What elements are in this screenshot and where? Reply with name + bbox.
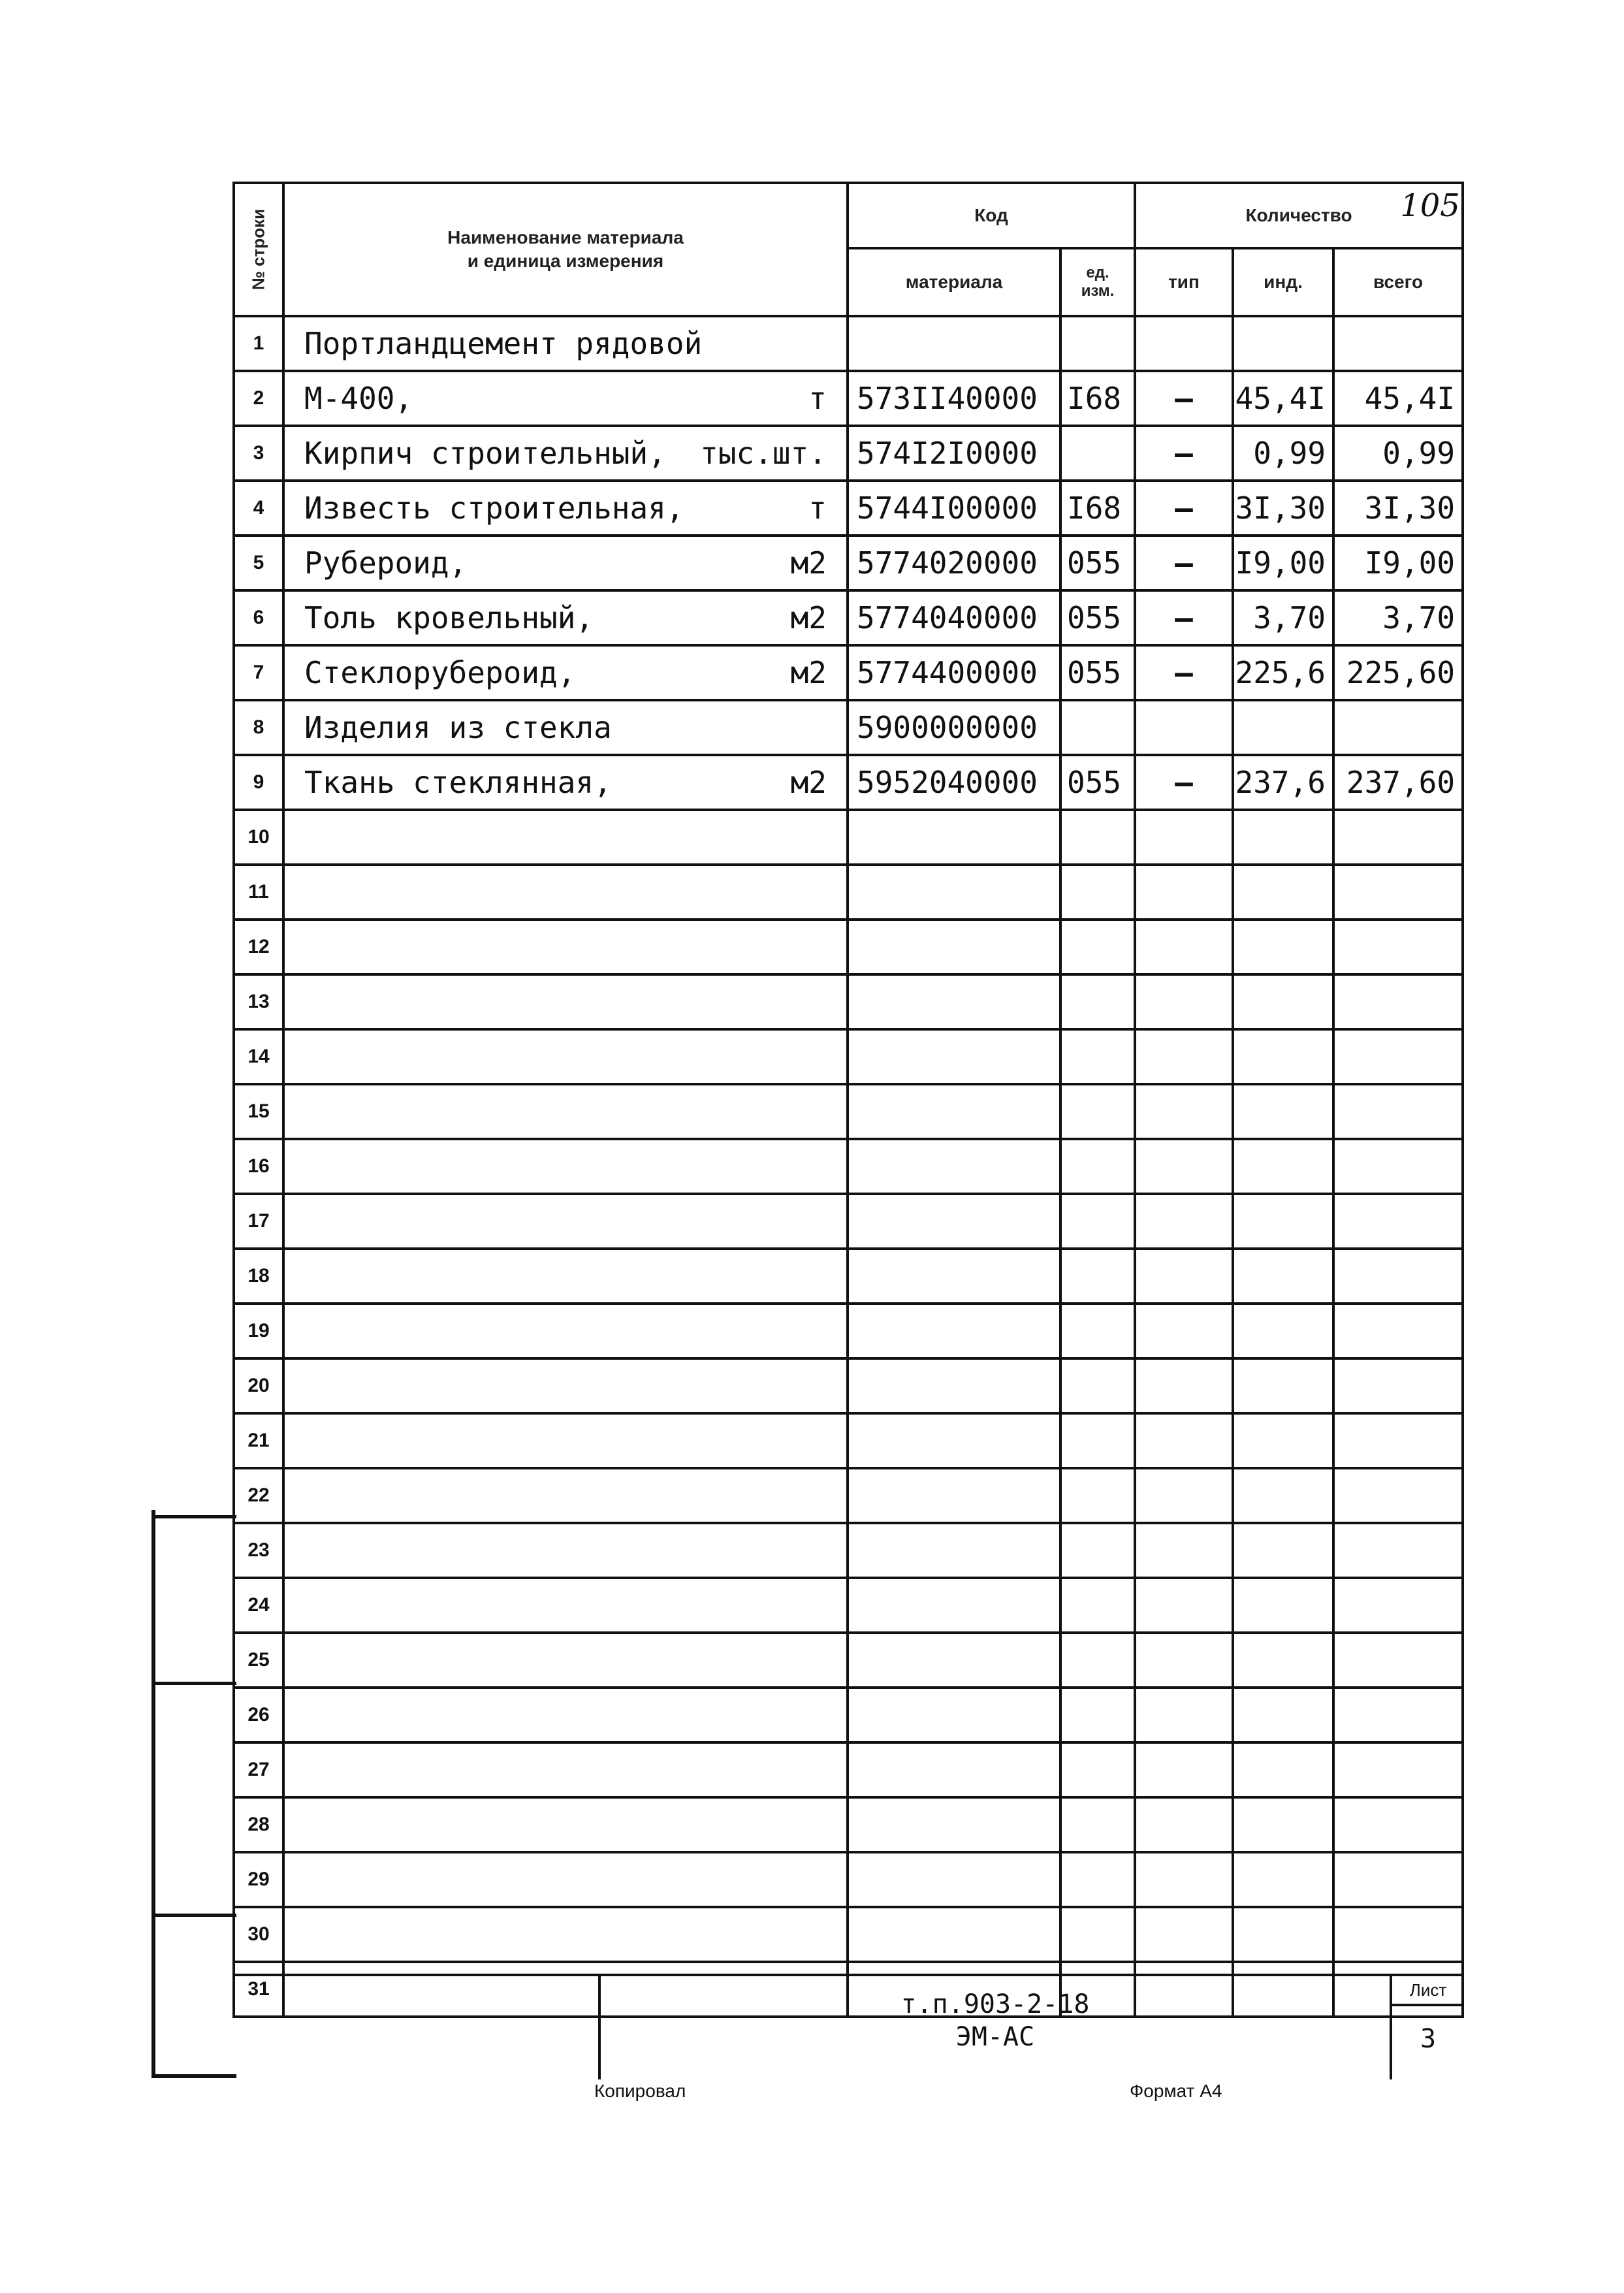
material-name <box>283 371 848 426</box>
row-number: 31 <box>234 1962 283 2017</box>
sheet-number: 3 <box>1420 2024 1437 2054</box>
header-total: всего <box>1333 248 1463 316</box>
material-name <box>283 1084 848 1139</box>
footer-copied: Копировал <box>594 2081 686 2101</box>
material-name-text: Рубероид, <box>304 545 468 581</box>
material-name <box>283 1468 848 1523</box>
binding-tick <box>151 1682 236 1685</box>
table-row <box>234 371 1463 426</box>
material-name <box>283 1029 848 1084</box>
header-material-code: материала <box>848 248 1060 316</box>
unit-code: 055 <box>1060 645 1135 700</box>
material-name <box>283 1249 848 1304</box>
material-code <box>848 1797 1060 1852</box>
unit-code <box>1060 1633 1135 1688</box>
ind-value <box>1233 1688 1333 1742</box>
material-code: 5744I00000 <box>848 481 1060 536</box>
material-name <box>283 1797 848 1852</box>
total-value <box>1333 700 1463 755</box>
ind-value <box>1233 974 1333 1029</box>
unit-code <box>1060 1413 1135 1468</box>
ind-value <box>1233 1852 1333 1907</box>
type-value <box>1135 1852 1233 1907</box>
ind-value <box>1233 1358 1333 1413</box>
row-number: 21 <box>234 1413 283 1468</box>
material-code <box>848 1688 1060 1742</box>
ind-value <box>1233 1139 1333 1194</box>
row-number: 26 <box>234 1688 283 1742</box>
total-value <box>1333 316 1463 371</box>
table-row <box>234 1249 1463 1304</box>
ind-value: I9,00 <box>1233 536 1333 590</box>
material-code <box>848 810 1060 865</box>
material-code <box>848 1523 1060 1578</box>
total-value <box>1333 1742 1463 1797</box>
table-row <box>234 755 1463 810</box>
total-value <box>1333 1468 1463 1523</box>
total-value <box>1333 810 1463 865</box>
material-name <box>283 1194 848 1249</box>
type-value <box>1135 920 1233 974</box>
table-row <box>234 810 1463 865</box>
unit-code <box>1060 1523 1135 1578</box>
type-value <box>1135 1797 1233 1852</box>
total-value <box>1333 1084 1463 1139</box>
ind-value <box>1233 700 1333 755</box>
material-name <box>283 700 848 755</box>
material-name-text: Стеклорубероид, <box>304 655 576 690</box>
row-number: 25 <box>234 1633 283 1688</box>
material-name <box>283 755 848 810</box>
table-row <box>234 1413 1463 1468</box>
ind-value <box>1233 1304 1333 1358</box>
type-value: – <box>1135 426 1233 481</box>
row-number: 12 <box>234 920 283 974</box>
row-number: 22 <box>234 1468 283 1523</box>
material-name <box>283 1633 848 1688</box>
row-number: 3 <box>234 426 283 481</box>
ind-value <box>1233 920 1333 974</box>
row-number: 9 <box>234 755 283 810</box>
material-code <box>848 1084 1060 1139</box>
ind-value: 0,99 <box>1233 426 1333 481</box>
unit-code <box>1060 1194 1135 1249</box>
material-code: 5952040000 <box>848 755 1060 810</box>
material-code <box>848 1194 1060 1249</box>
type-value <box>1135 1304 1233 1358</box>
type-value <box>1135 1468 1233 1523</box>
table-row <box>234 920 1463 974</box>
material-name-text: Портландцемент рядовой <box>304 326 703 361</box>
table-row <box>234 1139 1463 1194</box>
unit-code <box>1060 1468 1135 1523</box>
doc-section: ЭМ-АС <box>955 2022 1035 2052</box>
type-value <box>1135 316 1233 371</box>
type-value <box>1135 1249 1233 1304</box>
material-name-text: Ткань стеклянная, <box>304 765 612 800</box>
table-row <box>234 1468 1463 1523</box>
material-name <box>283 1413 848 1468</box>
row-number: 10 <box>234 810 283 865</box>
total-value <box>1333 1358 1463 1413</box>
type-value <box>1135 1907 1233 1962</box>
title-block <box>232 1974 1461 2079</box>
row-number: 20 <box>234 1358 283 1413</box>
material-name <box>283 316 848 371</box>
table-row <box>234 645 1463 700</box>
type-value <box>1135 1139 1233 1194</box>
table-row <box>234 1852 1463 1907</box>
material-unit-text: м2 <box>790 600 827 635</box>
total-value: 45,4I <box>1333 371 1463 426</box>
row-number: 4 <box>234 481 283 536</box>
total-value <box>1333 1578 1463 1633</box>
ind-value: 225,6 <box>1233 645 1333 700</box>
unit-code <box>1060 1358 1135 1413</box>
material-code: 5774400000 <box>848 645 1060 700</box>
row-number: 18 <box>234 1249 283 1304</box>
ind-value <box>1233 1249 1333 1304</box>
material-name-text: М-400, <box>304 381 413 416</box>
unit-code <box>1060 1139 1135 1194</box>
material-code <box>848 1468 1060 1523</box>
row-number: 28 <box>234 1797 283 1852</box>
total-value: 3I,30 <box>1333 481 1463 536</box>
unit-code <box>1060 1907 1135 1962</box>
row-number: 11 <box>234 865 283 920</box>
material-code <box>848 316 1060 371</box>
ind-value <box>1233 810 1333 865</box>
row-number: 15 <box>234 1084 283 1139</box>
material-code <box>848 1358 1060 1413</box>
ind-value <box>1233 1742 1333 1797</box>
total-value <box>1333 1413 1463 1468</box>
table-row <box>234 1797 1463 1852</box>
material-code <box>848 1742 1060 1797</box>
row-number: 27 <box>234 1742 283 1797</box>
ind-value <box>1233 1523 1333 1578</box>
table-body <box>234 316 1463 2017</box>
unit-code: 055 <box>1060 536 1135 590</box>
materials-table <box>232 182 1464 2018</box>
sheet-label: Лист <box>1392 1976 1464 2006</box>
row-number: 30 <box>234 1907 283 1962</box>
row-number: 24 <box>234 1578 283 1633</box>
footer-format: Формат А4 <box>1130 2081 1222 2101</box>
type-value <box>1135 1633 1233 1688</box>
total-value <box>1333 1523 1463 1578</box>
table-row <box>234 1358 1463 1413</box>
total-value: I9,00 <box>1333 536 1463 590</box>
title-block-sheet <box>1390 1976 1464 2079</box>
ind-value: 237,6 <box>1233 755 1333 810</box>
material-name-text: Известь строительная, <box>304 490 684 526</box>
type-value <box>1135 1084 1233 1139</box>
material-name <box>283 1578 848 1633</box>
total-value <box>1333 1139 1463 1194</box>
material-name <box>283 1852 848 1907</box>
material-code <box>848 920 1060 974</box>
material-name <box>283 1688 848 1742</box>
unit-code <box>1060 1084 1135 1139</box>
table-row <box>234 1304 1463 1358</box>
total-value <box>1333 1249 1463 1304</box>
total-value: 0,99 <box>1333 426 1463 481</box>
type-value <box>1135 700 1233 755</box>
ind-value: 3,70 <box>1233 590 1333 645</box>
material-code <box>848 1304 1060 1358</box>
doc-code: т.п.903-2-18 <box>900 1989 1090 2019</box>
material-code <box>848 1852 1060 1907</box>
unit-code <box>1060 426 1135 481</box>
ind-value <box>1233 1084 1333 1139</box>
material-code: 573II40000 <box>848 371 1060 426</box>
ind-value: 3I,30 <box>1233 481 1333 536</box>
type-value <box>1135 1029 1233 1084</box>
material-name <box>283 1523 848 1578</box>
total-value: 3,70 <box>1333 590 1463 645</box>
table-row <box>234 536 1463 590</box>
table-row <box>234 1523 1463 1578</box>
unit-code: I68 <box>1060 371 1135 426</box>
material-name-text: Толь кровельный, <box>304 600 594 635</box>
material-name <box>283 920 848 974</box>
type-value: – <box>1135 755 1233 810</box>
row-number: 13 <box>234 974 283 1029</box>
unit-code: 055 <box>1060 590 1135 645</box>
binding-tick <box>151 1515 236 1518</box>
material-name-text: Кирпич строительный, <box>304 436 666 471</box>
ind-value <box>1233 1029 1333 1084</box>
table-row <box>234 700 1463 755</box>
material-name <box>283 1139 848 1194</box>
unit-code <box>1060 1249 1135 1304</box>
material-code: 5774020000 <box>848 536 1060 590</box>
material-name <box>283 1358 848 1413</box>
table-row <box>234 1084 1463 1139</box>
material-name <box>283 481 848 536</box>
total-value <box>1333 920 1463 974</box>
row-number: 7 <box>234 645 283 700</box>
table-row <box>234 590 1463 645</box>
total-value: 225,60 <box>1333 645 1463 700</box>
type-value <box>1135 1523 1233 1578</box>
material-name <box>283 645 848 700</box>
material-code: 5900000000 <box>848 700 1060 755</box>
material-name <box>283 1742 848 1797</box>
material-code <box>848 1139 1060 1194</box>
table-row <box>234 316 1463 371</box>
material-unit-text: м2 <box>790 655 827 690</box>
unit-code: I68 <box>1060 481 1135 536</box>
table-row <box>234 865 1463 920</box>
page-number: 105 <box>1400 187 1460 224</box>
type-value <box>1135 1742 1233 1797</box>
material-unit-text: т <box>808 381 827 416</box>
material-name <box>283 974 848 1029</box>
type-value: – <box>1135 371 1233 426</box>
material-code <box>848 974 1060 1029</box>
ind-value <box>1233 316 1333 371</box>
material-name <box>283 810 848 865</box>
total-value: 237,60 <box>1333 755 1463 810</box>
header-ind: инд. <box>1233 248 1333 316</box>
material-name <box>283 865 848 920</box>
material-name <box>283 1907 848 1962</box>
ind-value <box>1233 1633 1333 1688</box>
table-row <box>234 1578 1463 1633</box>
material-code <box>848 1249 1060 1304</box>
unit-code <box>1060 1688 1135 1742</box>
material-code <box>848 1029 1060 1084</box>
material-code: 5774040000 <box>848 590 1060 645</box>
material-name <box>283 590 848 645</box>
total-value <box>1333 1304 1463 1358</box>
row-number: 29 <box>234 1852 283 1907</box>
material-code <box>848 1578 1060 1633</box>
row-number: 14 <box>234 1029 283 1084</box>
ind-value <box>1233 865 1333 920</box>
ind-value: 45,4I <box>1233 371 1333 426</box>
ind-value <box>1233 1468 1333 1523</box>
unit-code <box>1060 865 1135 920</box>
ind-value <box>1233 1907 1333 1962</box>
row-number: 6 <box>234 590 283 645</box>
unit-code <box>1060 974 1135 1029</box>
material-name <box>283 1304 848 1358</box>
table-row <box>234 1907 1463 1962</box>
total-value <box>1333 1633 1463 1688</box>
ind-value <box>1233 1413 1333 1468</box>
material-name <box>283 536 848 590</box>
ind-value <box>1233 1797 1333 1852</box>
unit-code: 055 <box>1060 755 1135 810</box>
header-type: тип <box>1135 248 1233 316</box>
total-value <box>1333 1194 1463 1249</box>
header-code: Код <box>848 183 1135 248</box>
table-row <box>234 426 1463 481</box>
ind-value <box>1233 1194 1333 1249</box>
title-block-left <box>232 1976 601 2079</box>
total-value <box>1333 1852 1463 1907</box>
table-row <box>234 1688 1463 1742</box>
ind-value <box>1233 1578 1333 1633</box>
header-unit: ед. изм. <box>1060 248 1135 316</box>
header-material-name: Наименование материала и единица измерения <box>283 183 848 316</box>
material-code <box>848 865 1060 920</box>
type-value <box>1135 1413 1233 1468</box>
material-unit-text: м2 <box>790 545 827 581</box>
material-unit-text: т <box>808 490 827 526</box>
unit-code <box>1060 810 1135 865</box>
unit-code <box>1060 920 1135 974</box>
type-value <box>1135 865 1233 920</box>
table-row <box>234 1633 1463 1688</box>
material-unit-text: тыс.шт. <box>700 436 827 471</box>
header-row-number: № строки <box>234 183 283 316</box>
unit-code <box>1060 1797 1135 1852</box>
type-value: – <box>1135 590 1233 645</box>
row-number: 17 <box>234 1194 283 1249</box>
unit-code <box>1060 1304 1135 1358</box>
row-number: 5 <box>234 536 283 590</box>
type-value: – <box>1135 645 1233 700</box>
total-value <box>1333 1688 1463 1742</box>
table-row <box>234 481 1463 536</box>
type-value <box>1135 810 1233 865</box>
row-number: 1 <box>234 316 283 371</box>
header-quantity: Количество <box>1135 183 1463 248</box>
type-value: – <box>1135 536 1233 590</box>
material-code <box>848 1413 1060 1468</box>
material-code: 574I2I0000 <box>848 426 1060 481</box>
type-value <box>1135 1578 1233 1633</box>
title-block-doc <box>601 1976 1390 2079</box>
type-value <box>1135 974 1233 1029</box>
type-value: – <box>1135 481 1233 536</box>
type-value <box>1135 1688 1233 1742</box>
material-code <box>848 1907 1060 1962</box>
total-value <box>1333 1907 1463 1962</box>
table-row <box>234 974 1463 1029</box>
total-value <box>1333 1797 1463 1852</box>
row-number: 8 <box>234 700 283 755</box>
total-value <box>1333 974 1463 1029</box>
unit-code <box>1060 700 1135 755</box>
unit-code <box>1060 1578 1135 1633</box>
total-value <box>1333 1029 1463 1084</box>
row-number: 23 <box>234 1523 283 1578</box>
total-value <box>1333 865 1463 920</box>
binding-tick <box>151 1914 236 1917</box>
unit-code <box>1060 1852 1135 1907</box>
material-unit-text: м2 <box>790 765 827 800</box>
table-row <box>234 1194 1463 1249</box>
material-name <box>283 426 848 481</box>
row-number: 16 <box>234 1139 283 1194</box>
unit-code <box>1060 316 1135 371</box>
table-row <box>234 1742 1463 1797</box>
material-name-text: Изделия из стекла <box>304 710 612 745</box>
unit-code <box>1060 1029 1135 1084</box>
unit-code <box>1060 1742 1135 1797</box>
binding-margin-line <box>151 1510 155 2078</box>
type-value <box>1135 1194 1233 1249</box>
table-row <box>234 1029 1463 1084</box>
type-value <box>1135 1358 1233 1413</box>
row-number: 2 <box>234 371 283 426</box>
binding-margin-base <box>151 2074 236 2078</box>
row-number: 19 <box>234 1304 283 1358</box>
material-code <box>848 1633 1060 1688</box>
